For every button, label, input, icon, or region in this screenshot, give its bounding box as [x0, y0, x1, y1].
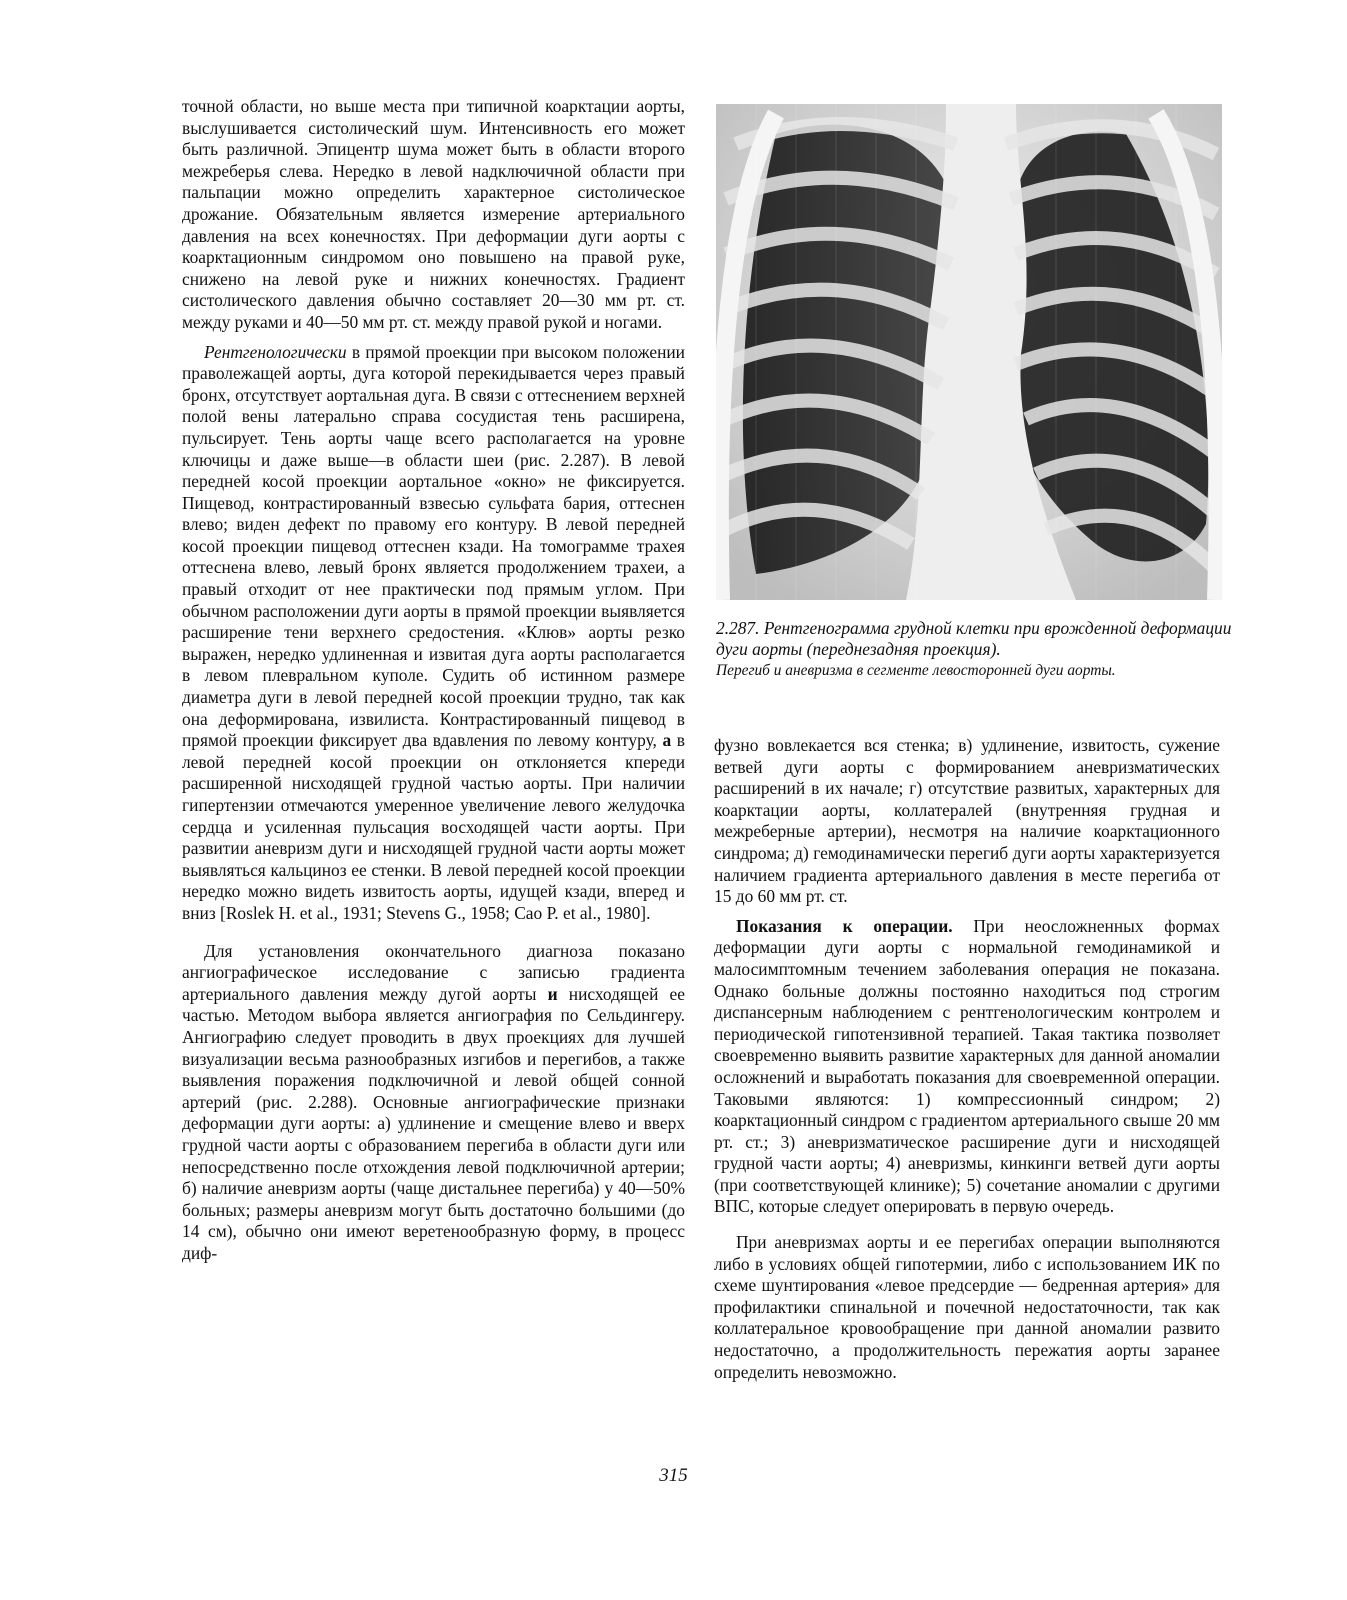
caption-sub: Перегиб и аневризма в сегменте левосторонней дуги аорты. — [716, 662, 1116, 679]
paragraph-text: в левой передней косой проекции он отклоняется кпереди расширенной нисходящей грудной частью аорты. При наличии гипертензии отмечаются умеренное увеличение левого желудочка сердца и усиленная пульсация восходящей части аорты. При развитии аневризм дуги и нисходящей грудной части аорты может выявляться кальциноз ее стенки. В левой передней косой проекции нередко можно видеть извитость аорты, идущей кзади, вперед и вниз [Roslek H. et al., 1931; Stevens G., 1958; Cao P. et al., 1980]. — [182, 730, 685, 923]
caption-main: 2.287. Рентгенограмма грудной клетки при врожденной деформации дуги аорты (переднезадняя проекция). — [716, 618, 1232, 659]
right-paragraph-3: При аневризмах аорты и ее перегибах операции выполняются либо в условиях общей гипотермии, либо с использованием ИК по схеме шунтирования «левое предсердие — бедренная артерия» для профилактики спинальной и почечной недостаточности, так как коллатеральное кровообращение при данной аномалии развито недостаточно, а продолжительность пережатия аорты заранее определить невозможно. — [714, 1232, 1220, 1382]
left-paragraph-2 — [182, 342, 685, 925]
right-text-column — [714, 735, 1220, 1383]
figure-caption — [716, 618, 1256, 681]
paragraph-text: Для установления окончательного диагноза показано ангиографическое исследование с записью градиента артериального давления между дугой аорты — [182, 940, 685, 1004]
paragraph-text: При неосложненных формах деформации дуги аорты с нормальной гемодинамикой и малосимптомным течением заболевания операция не показана. Однако больные должны постоянно находиться под строгим диспансерным наблюдением с рентгенологическим контролем и периодической гипотензивной терапией. Такая тактика позволяет своевременно выявить развитие характерных для данной аномалии осложнений и выработать показания для своевременной операции. Таковыми являются: 1) компрессионный синдром; 2) коарктационный синдром с градиентом артериального свыше 20 мм рт. ст.; 3) аневризматическое расширение дуги и нисходящей грудной части аорты; 4) аневризмы, кинкинги ветвей дуги аорты (при соответствующей клинике); 5) сочетание аномалии с другими ВПС, которые следует оперировать в первую очередь. — [714, 915, 1220, 1217]
bold-letter: а — [662, 730, 672, 751]
chest-xray-image — [716, 104, 1222, 600]
paragraph-text: в прямой проекции при высоком положении праволежащей аорты, дуга которой перекидывается через правый бронх, отсутствует аортальная дуга. В связи с оттеснением верхней полой вены латерально справа сосудистая тень расширена, пульсирует. Тень аорты чаще всего располагается на уровне ключицы и даже выше—в области шеи (рис. 2.287). В левой передней косой проекции аортальное «окно» не фиксируется. Пищевод, контрастированный взвесью сульфата бария, оттеснен влево; виден дефект по правому его контуру. В левой передней косой проекции пищевод оттеснен кзади. На томограмме трахея оттеснена влево, левый бронх является продолжением трахеи, а правый отходит от нее практически под прямым углом. При обычном расположении дуги аорты в прямой проекции выявляется расширение тени верхнего средостения. «Клюв» аорты резко выражен, нередко удлиненная и извитая дуга аорты располагается в левом плевральном куполе. Судить об истинном размере диаметра дуги в левой передней косой проекции трудно, так как она деформирована, извилиста. Контрастированный пищевод в прямой проекции фиксирует два вдавления по левому контуру, — [182, 341, 685, 751]
bold-letter: и — [547, 983, 558, 1004]
left-paragraph-1: точной области, но выше места при типичной коарктации аорты, выслушивается систолический шум. Интенсивность его может быть различной. Эпицентр шума может быть в области второго межреберья слева. Нередко в левой надключичной области при пальпации можно определить характерное систолическое дрожание. Обязательным является измерение артериального давления на всех конечностях. При деформации дуги аорты с коарктационным синдромом оно повышено на правой руке, снижено на левой руке и нижних конечностях. Градиент систолического давления обычно составляет 20—30 мм рт. ст. между руками и 40—50 мм рт. ст. между правой рукой и ногами. — [182, 96, 685, 332]
right-paragraph-1: фузно вовлекается вся стенка; в) удлинение, извитость, сужение ветвей дуги аорты с формированием аневризматических расширений в их начале; г) отсутствие развитых, характерных для коарктации аорты, коллатералей (внутренняя грудная и межреберные артерии), несмотря на наличие коарктационного синдрома; д) гемодинамически перегиб дуги аорты характеризуется наличием градиента артериального давления в месте перегиба от 15 до 60 мм рт. ст. — [714, 735, 1220, 907]
left-paragraph-3 — [182, 941, 685, 1265]
page-number: 315 — [659, 1465, 688, 1486]
paragraph-text: нисходящей ее частью. Методом выбора является ангиография по Сельдингеру. Ангиографию следует проводить в двух проекциях для лучшей визуализации весьма разнообразных изгибов и перегибов, а также выявления поражения подключичной и левой общей сонной артерий (рис. 2.288). Основные ангиографические признаки деформации дуги аорты: а) удлинение и смещение влево и вверх грудной части аорты с образованием перегиба в области дуги или непосредственно после отхождения левой подключичной артерии; б) наличие аневризм аорты (чаще дистальнее перегиба) у 40—50% больных; размеры аневризм могут быть достаточно большими (до 14 см), обычно они имеют веретенообразную форму, в процесс диф- — [182, 983, 685, 1263]
italic-lead: Рентгенологически — [204, 341, 347, 362]
right-paragraph-2 — [714, 916, 1220, 1218]
xray-graphic — [716, 104, 1222, 600]
left-text-column — [182, 96, 685, 1264]
section-heading: Показания к операции. — [736, 915, 953, 936]
